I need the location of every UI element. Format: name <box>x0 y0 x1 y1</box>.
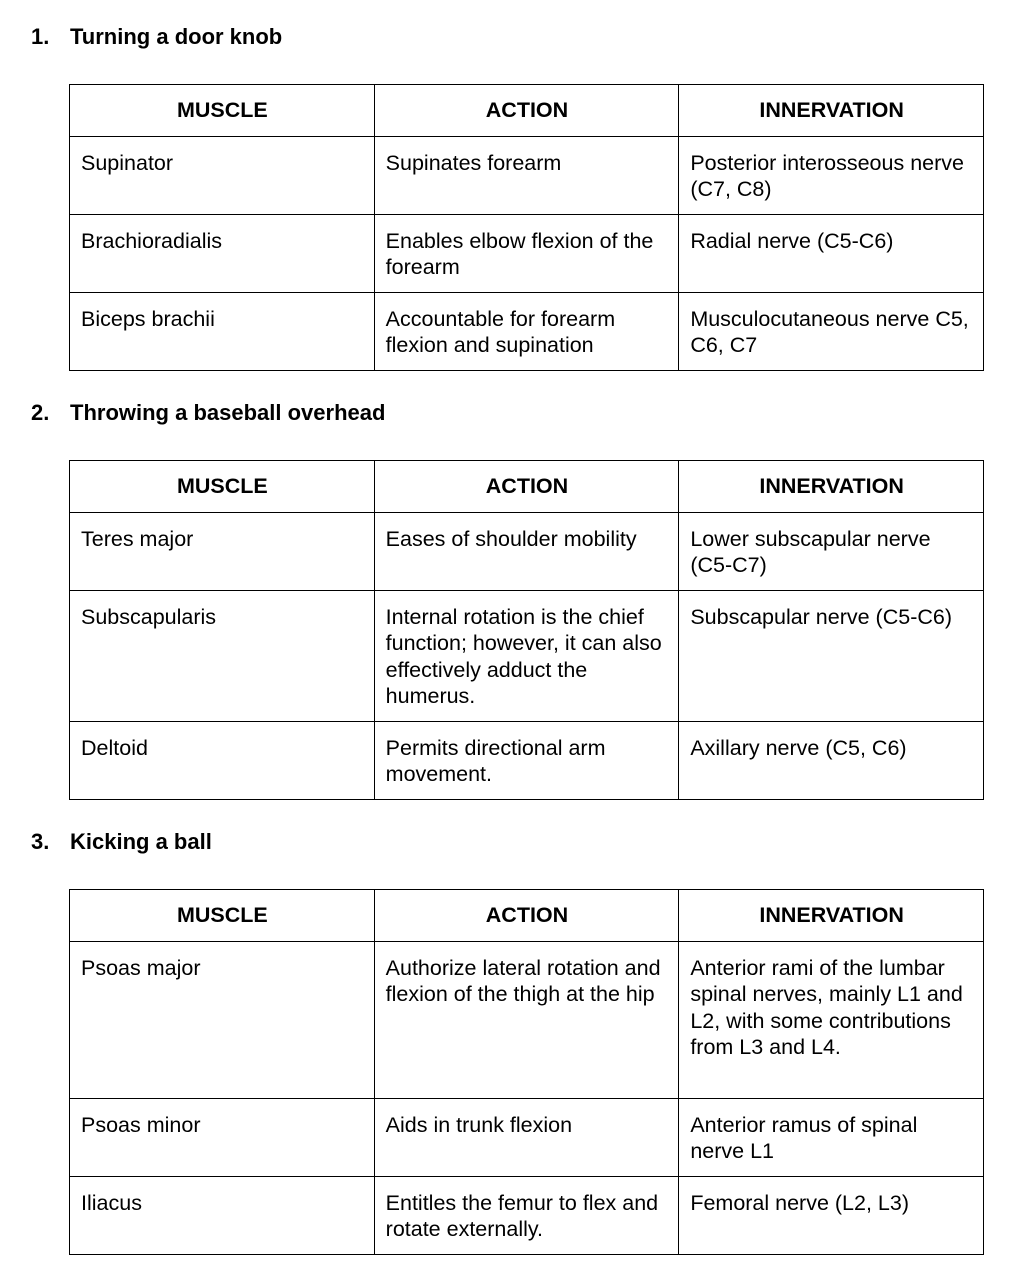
cell-muscle: Supinator <box>70 136 375 214</box>
header-muscle: MUSCLE <box>70 461 375 513</box>
section-2-table <box>69 460 984 800</box>
header-muscle: MUSCLE <box>70 890 375 942</box>
header-innervation: INNERVATION <box>679 461 984 513</box>
section-2-title-text: Throwing a baseball overhead <box>70 400 386 425</box>
section-3-title <box>31 829 212 855</box>
table-row <box>70 590 984 721</box>
table-row <box>70 1098 984 1176</box>
cell-action: Enables elbow flexion of the forearm <box>374 214 679 292</box>
table-row <box>70 721 984 799</box>
cell-action: Entitles the femur to flex and rotate externally. <box>374 1176 679 1254</box>
table-row <box>70 941 984 1098</box>
header-innervation: INNERVATION <box>679 890 984 942</box>
section-3-table <box>69 889 984 1255</box>
section-2-number: 2. <box>31 400 50 425</box>
cell-muscle: Teres major <box>70 512 375 590</box>
table-row <box>70 292 984 370</box>
section-3-title-text: Kicking a ball <box>70 829 212 854</box>
table-row <box>70 136 984 214</box>
cell-innervation: Subscapular nerve (C5-C6) <box>679 590 984 721</box>
cell-innervation: Posterior interosseous nerve (C7, C8) <box>679 136 984 214</box>
cell-muscle: Psoas major <box>70 941 375 1098</box>
cell-action: Accountable for forearm flexion and supination <box>374 292 679 370</box>
table-header-row <box>70 890 984 942</box>
cell-muscle: Brachioradialis <box>70 214 375 292</box>
cell-action: Aids in trunk flexion <box>374 1098 679 1176</box>
table-row <box>70 214 984 292</box>
section-3-number: 3. <box>31 829 50 854</box>
table-row <box>70 1176 984 1254</box>
cell-innervation: Axillary nerve (C5, C6) <box>679 721 984 799</box>
cell-muscle: Biceps brachii <box>70 292 375 370</box>
header-action: ACTION <box>374 890 679 942</box>
cell-muscle: Iliacus <box>70 1176 375 1254</box>
cell-action: Supinates forearm <box>374 136 679 214</box>
header-muscle: MUSCLE <box>70 85 375 137</box>
cell-action: Eases of shoulder mobility <box>374 512 679 590</box>
section-1-title-text: Turning a door knob <box>70 24 283 49</box>
cell-innervation: Lower subscapular nerve (C5-C7) <box>679 512 984 590</box>
cell-innervation: Anterior rami of the lumbar spinal nerves, mainly L1 and L2, with some contributions from L3 and L4. <box>679 941 984 1098</box>
header-action: ACTION <box>374 461 679 513</box>
cell-muscle: Psoas minor <box>70 1098 375 1176</box>
cell-innervation: Radial nerve (C5-C6) <box>679 214 984 292</box>
cell-muscle: Subscapularis <box>70 590 375 721</box>
cell-action: Authorize lateral rotation and flexion of the thigh at the hip <box>374 941 679 1098</box>
cell-action: Permits directional arm movement. <box>374 721 679 799</box>
cell-innervation: Femoral nerve (L2, L3) <box>679 1176 984 1254</box>
header-action: ACTION <box>374 85 679 137</box>
section-1-table <box>69 84 984 371</box>
section-1-number: 1. <box>31 24 50 49</box>
table-header-row <box>70 85 984 137</box>
cell-innervation: Musculocutaneous nerve C5, C6, C7 <box>679 292 984 370</box>
section-2-title <box>31 400 385 426</box>
table-header-row <box>70 461 984 513</box>
cell-muscle: Deltoid <box>70 721 375 799</box>
cell-action: Internal rotation is the chief function; however, it can also effectively adduct the humerus. <box>374 590 679 721</box>
header-innervation: INNERVATION <box>679 85 984 137</box>
cell-innervation: Anterior ramus of spinal nerve L1 <box>679 1098 984 1176</box>
section-1-title <box>31 24 282 50</box>
table-row <box>70 512 984 590</box>
